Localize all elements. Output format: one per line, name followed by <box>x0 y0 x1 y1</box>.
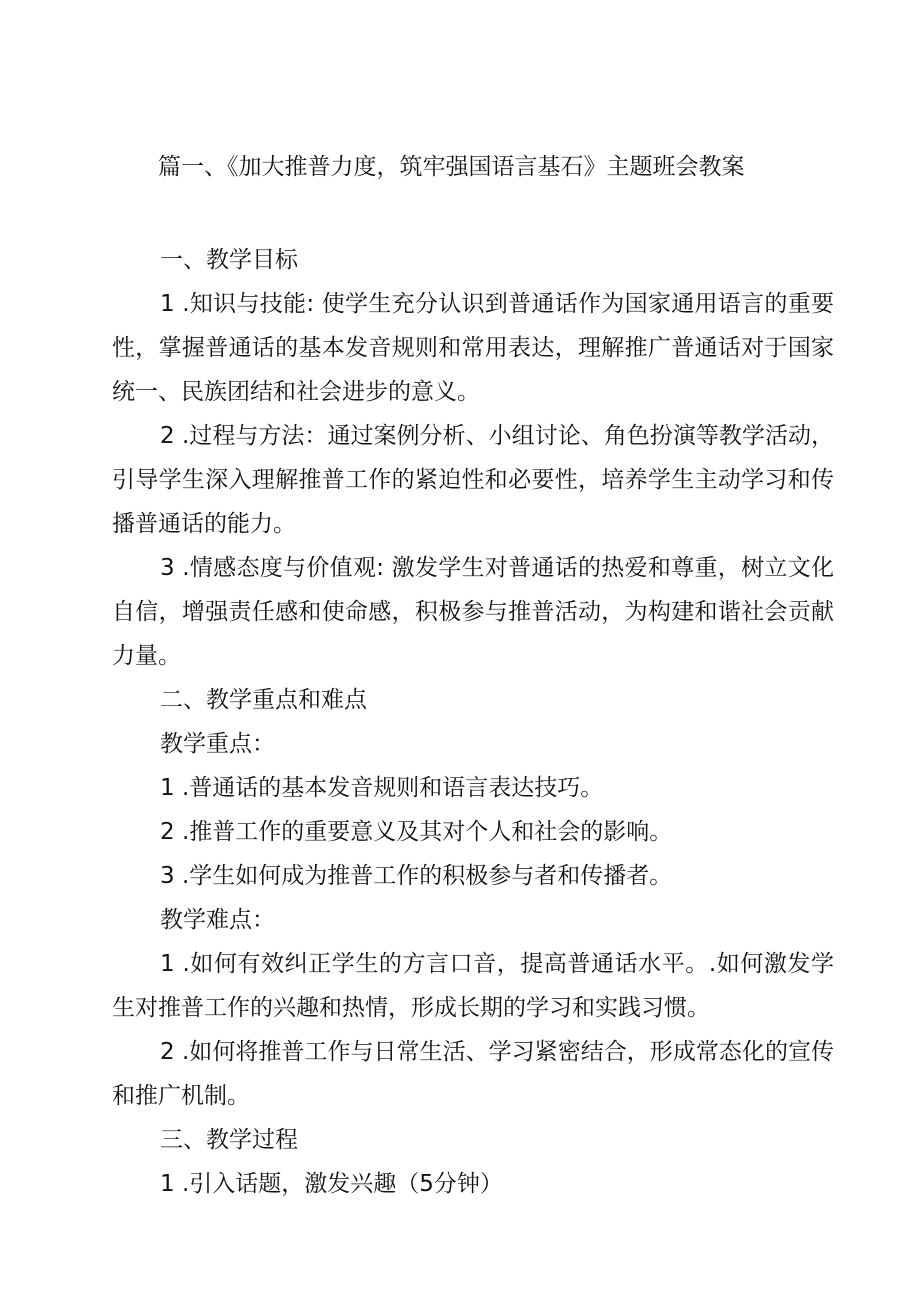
key-points-label: 教学重点： <box>160 731 275 757</box>
section-1 <box>112 238 834 1206</box>
difficult-point-2: 2 .如何将推普工作与日常生活、学习紧密结合，形成常态化的宣传和推广机制。 <box>112 1039 834 1109</box>
goal-3-paragraph: 3 .情感态度与价值观: 激发学生对普通话的热爱和尊重，树立文化自信，增强责任感和使命感，积极参与推普活动，为构建和谐社会贡献力量。 <box>112 555 834 669</box>
section-3-heading: 三、教学过程 <box>160 1127 298 1153</box>
key-point-3: 3 .学生如何成为推普工作的积极参与者和传播者。 <box>160 863 673 889</box>
document-title: 篇一、《加大推普力度，筑牢强国语言基石》主题班会教案 <box>158 154 745 180</box>
goal-2-paragraph: 2 .过程与方法：通过案例分析、小组讨论、角色扮演等教学活动，引导学生深入理解推普工作的紧迫性和必要性，培养学生主动学习和传播普通话的能力。 <box>112 423 834 537</box>
key-point-1: 1 .普通话的基本发音规则和语言表达技巧。 <box>160 775 604 801</box>
goal-1-paragraph: 1 .知识与技能: 使学生充分认识到普通话作为国家通用语言的重要性，掌握普通话的基本发音规则和常用表达，理解推广普通话对于国家统一、民族团结和社会进步的意义。 <box>112 291 834 405</box>
section-2-heading: 二、教学重点和难点 <box>160 687 367 713</box>
key-point-2: 2 .推普工作的重要意义及其对个人和社会的影响。 <box>160 819 673 845</box>
difficult-points-label: 教学难点： <box>160 907 275 933</box>
section-1-heading: 一、教学目标 <box>160 247 298 273</box>
difficult-point-1: 1 .如何有效纠正学生的方言口音，提高普通话水平。.如何激发学生对推普工作的兴趣和热情，形成长期的学习和实践习惯。 <box>112 951 834 1021</box>
process-step-1: 1 .引入话题，激发兴趣（5分钟） <box>160 1171 503 1197</box>
